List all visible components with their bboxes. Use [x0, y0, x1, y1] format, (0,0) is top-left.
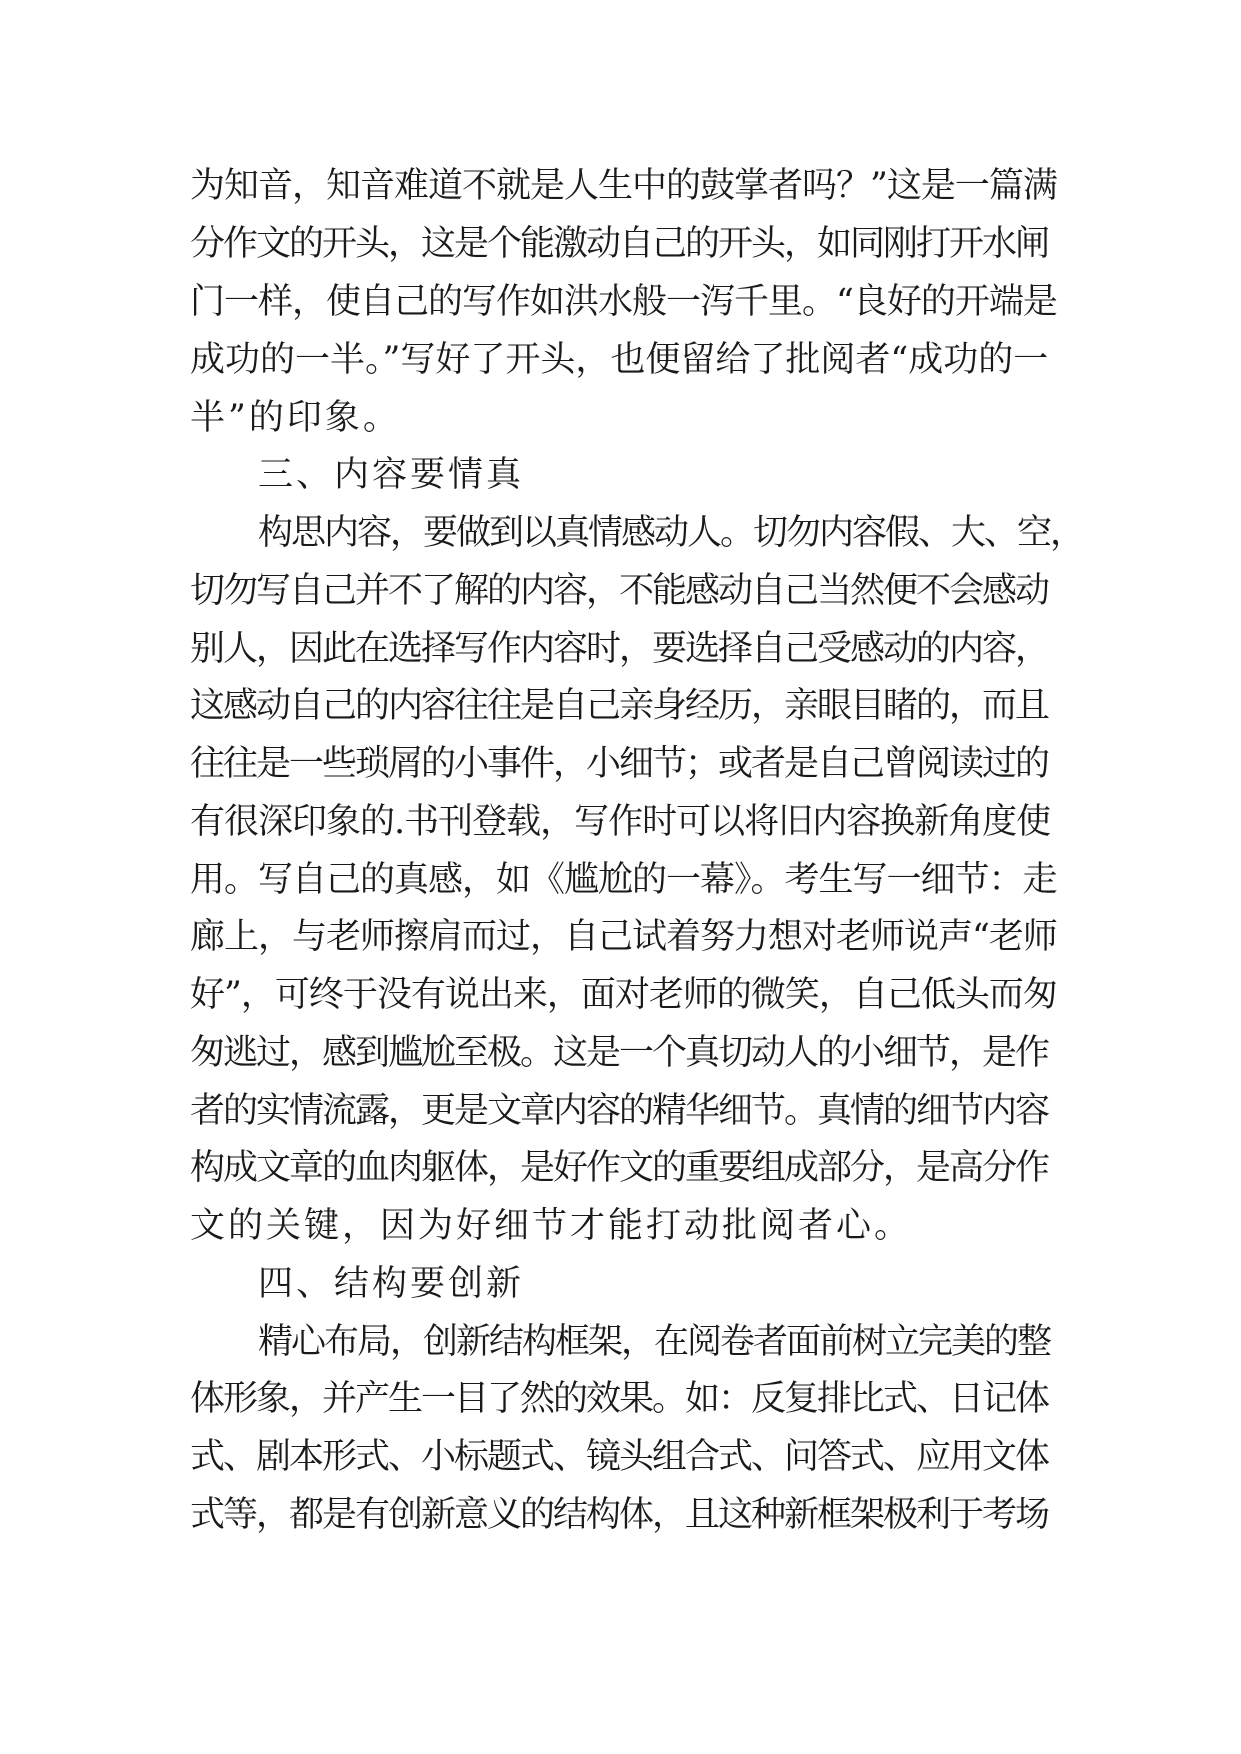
body-line: 式等，都是有创新意义的结构体，且这种新框架极利于考场 — [190, 1495, 1049, 1535]
body-line: 匆逃过，感到尴尬至极。这是一个真切动人的小细节，是作 — [190, 1033, 1049, 1073]
body-line: 别人，因此在选择写作内容时，要选择自己受感动的内容， — [190, 629, 1049, 669]
section-heading: 四、结构要创新 — [258, 1264, 525, 1304]
body-line: 为知音，知音难道不就是人生中的鼓掌者吗？”这是一篇满 — [190, 166, 1057, 206]
body-line: 有很深印象的.书刊登载，写作时可以将旧内容换新角度使 — [190, 802, 1051, 842]
body-line: 体形象，并产生一目了然的效果。如：反复排比式、日记体 — [190, 1379, 1049, 1419]
body-line: 切勿写自己并不了解的内容，不能感动自己当然便不会感动 — [190, 571, 1049, 611]
body-line: 廊上，与老师擦肩而过，自己试着努力想对老师说声“老师 — [190, 917, 1057, 957]
body-line: 者的实情流露，更是文章内容的精华细节。真情的细节内容 — [190, 1091, 1049, 1131]
body-line: 构成文章的血肉躯体，是好作文的重要组成部分，是高分作 — [190, 1148, 1049, 1188]
body-line: 这感动自己的内容往往是自己亲身经历，亲眼目睹的，而且 — [190, 686, 1049, 726]
body-line: 构思内容，要做到以真情感动人。切勿内容假、大、空， — [258, 513, 1084, 553]
body-line: 式、剧本形式、小标题式、镜头组合式、问答式、应用文体 — [190, 1437, 1049, 1477]
body-line: 门一样，使自己的写作如洪水般一泻千里。“良好的开端是 — [190, 282, 1057, 322]
body-line: 好”，可终于没有说出来，面对老师的微笑，自己低头而匆 — [190, 975, 1057, 1015]
body-line: 用。写自己的真感，如《尴尬的一幕》。考生写一细节：走 — [190, 860, 1057, 900]
body-line: 成功的一半。”写好了开头，也便留给了批阅者“成功的一 — [190, 340, 1049, 380]
body-line: 文的关键，因为好细节才能打动批阅者心。 — [190, 1206, 913, 1246]
section-heading: 三、内容要情真 — [258, 455, 525, 495]
body-line: 精心布局，创新结构框架，在阅卷者面前树立完美的整 — [258, 1322, 1051, 1362]
body-line: 分作文的开头，这是个能激动自己的开头，如同刚打开水闸 — [190, 224, 1049, 264]
body-line: 半”的印象。 — [190, 398, 401, 438]
body-line: 往往是一些琐屑的小事件，小细节；或者是自己曾阅读过的 — [190, 744, 1049, 784]
